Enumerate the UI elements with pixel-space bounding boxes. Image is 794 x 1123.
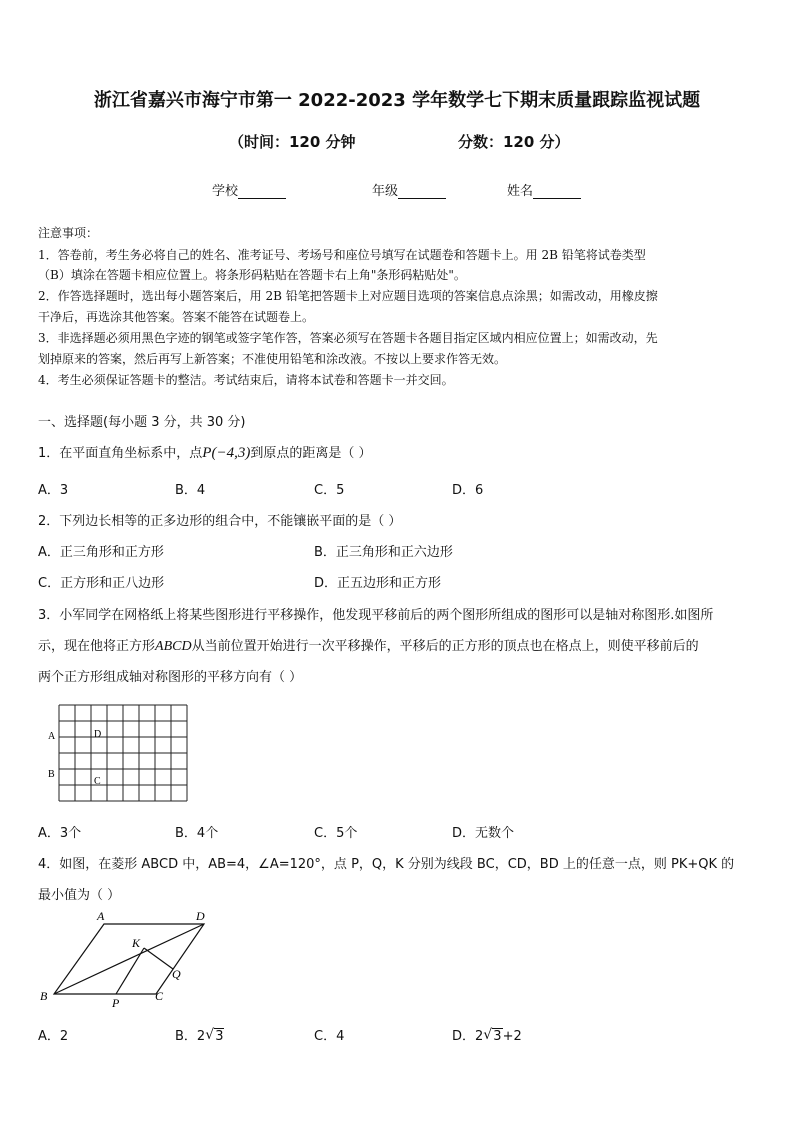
grid-label-a: A <box>48 731 56 742</box>
segment-kq <box>144 948 173 969</box>
q3-line2-pre: 示，现在他将正方形 <box>38 639 156 654</box>
question-3-line1: 3．小军同学在网格纸上将某些图形进行平移操作，他发现平移前后的两个图形所组成的图形可以是轴对称图形.如图所 <box>38 608 714 623</box>
sqrt-symbol: √ 3 <box>483 1027 502 1044</box>
fig-label-c: C <box>155 989 164 1003</box>
name-blank <box>533 184 581 199</box>
q1-suffix: 到原点的距离是（ ） <box>250 446 372 461</box>
question-4-line1: 4．如图，在菱形 ABCD 中，AB=4，∠A=120°，点 P，Q，K 分别为线段 BC，CD，BD 上的任意一点，则 PK+QK 的 <box>38 857 735 872</box>
q1-prefix: 1．在平面直角坐标系中，点 <box>38 446 203 461</box>
q4-rhombus-figure <box>36 906 216 1014</box>
q1-option-d: D．6 <box>452 483 484 498</box>
q3-abcd: ABCD <box>155 639 192 654</box>
q2-option-d: D．正五边形和正方形 <box>314 576 442 591</box>
note-line: 3．非选择题必须用黑色字迹的钢笔或签字笔作答，答案必须写在答题卡各题目指定区域内相应位置上；如需改动，先 <box>38 331 658 345</box>
note-line: 4．考生必须保证答题卡的整洁。考试结束后，请将本试卷和答题卡一并交回。 <box>38 373 454 387</box>
fig-label-q: Q <box>172 967 181 981</box>
note-line: 1．答卷前，考生务必将自己的姓名、准考证号、考场号和座位号填写在试题卷和答题卡上。用 2B 铅笔将试卷类型 <box>38 248 646 262</box>
diagonal-bd <box>54 924 204 994</box>
q3-option-a: A．3个 <box>38 826 82 841</box>
q3-line2-post: 从当前位置开始进行一次平移操作，平移后的正方形的顶点也在格点上，则使平移前后的 <box>191 639 699 654</box>
name-field <box>507 180 581 199</box>
fig-label-d: D <box>196 909 205 923</box>
grade-field <box>372 180 446 199</box>
exam-title: 浙江省嘉兴市海宁市第一 2022-2023 学年数学七下期末质量跟踪监视试题 <box>93 90 701 111</box>
fig-label-k: K <box>132 936 141 950</box>
q2-option-a: A．正三角形和正方形 <box>38 545 164 560</box>
school-blank <box>238 184 286 199</box>
q1-point: P <box>202 445 212 461</box>
grade-blank <box>398 184 446 199</box>
exam-time: （时间：120 分钟 <box>229 133 356 151</box>
q3-option-c: C．5个 <box>314 826 358 841</box>
q3-option-d: D．无数个 <box>452 826 515 841</box>
q2-option-c: C．正方形和正八边形 <box>38 576 165 591</box>
question-1 <box>38 442 371 462</box>
q4-option-a: A．2 <box>38 1029 69 1044</box>
q3-grid-figure <box>42 700 192 808</box>
grid-label-d: D <box>94 729 102 740</box>
q4-d-post: +2 <box>502 1029 522 1044</box>
q4-option-c: C．4 <box>314 1029 345 1044</box>
exam-score: 分数：120 分） <box>458 133 570 151</box>
q3-option-b: B．4个 <box>175 826 219 841</box>
q2-option-b: B．正三角形和正六边形 <box>314 545 453 560</box>
fig-label-b: B <box>40 989 48 1003</box>
grade-label: 年级 <box>372 184 399 199</box>
note-line: 2．作答选择题时，选出每小题答案后，用 2B 铅笔把答题卡上对应题目选项的答案信息点涂黑；如需改动，用橡皮擦 <box>38 289 658 303</box>
grid-label-c: C <box>94 776 101 787</box>
sqrt-symbol: √ 3 <box>205 1027 224 1044</box>
question-4-line2: 最小值为（ ） <box>38 888 121 903</box>
note-line: 划掉原来的答案，然后再写上新答案；不准使用铅笔和涂改液。不按以上要求作答无效。 <box>38 352 507 366</box>
school-label: 学校 <box>212 184 239 199</box>
q4-option-b <box>175 1025 224 1044</box>
notes-heading: 注意事项： <box>38 226 99 240</box>
question-3-line2 <box>38 635 699 655</box>
segment-kp <box>116 948 144 994</box>
section-title: 一、选择题(每小题 3 分，共 30 分) <box>38 415 246 430</box>
q4-d-pre: D．2 <box>452 1029 484 1044</box>
q1-option-b: B．4 <box>175 483 206 498</box>
name-label: 姓名 <box>507 184 534 199</box>
q4-b-pre: B．2 <box>175 1029 206 1044</box>
school-field <box>212 180 286 199</box>
q1-option-c: C．5 <box>314 483 345 498</box>
question-2: 2．下列边长相等的正多边形的组合中，不能镶嵌平面的是（ ） <box>38 514 402 529</box>
note-line: （B）填涂在答题卡相应位置上。将条形码粘贴在答题卡右上角"条形码粘贴处"。 <box>38 268 466 282</box>
question-3-line3: 两个正方形组成轴对称图形的平移方向有（ ） <box>38 670 303 685</box>
grid-label-b: B <box>48 769 55 780</box>
q4-b-radicand: 3 <box>215 1029 224 1044</box>
fig-label-a: A <box>97 909 105 923</box>
fig-label-p: P <box>112 996 120 1010</box>
q4-option-d <box>452 1025 522 1044</box>
note-line: 干净后，再选涂其他答案。答案不能答在试题卷上。 <box>38 310 315 324</box>
q3-grid-lines <box>59 705 187 801</box>
q1-coords: (−4,3) <box>211 445 251 461</box>
q1-option-a: A．3 <box>38 483 69 498</box>
q4-d-radicand: 3 <box>493 1029 502 1044</box>
